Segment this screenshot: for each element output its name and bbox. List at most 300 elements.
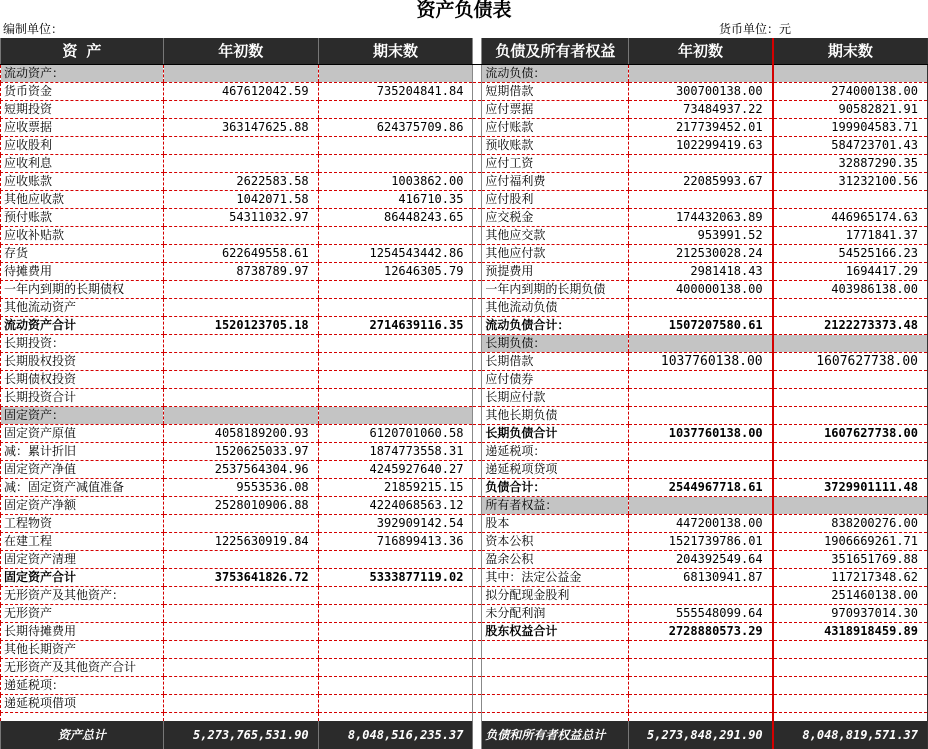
asset-end-cell[interactable] <box>318 137 473 155</box>
asset-label-cell[interactable]: 在建工程 <box>1 533 164 551</box>
liability-label-cell[interactable]: 应付账款 <box>482 119 629 137</box>
liability-begin-cell[interactable]: 68130941.87 <box>629 569 773 587</box>
liability-begin-cell[interactable]: 953991.52 <box>629 227 773 245</box>
liability-label-cell[interactable]: 长期应付款 <box>482 389 629 407</box>
liability-end-cell[interactable]: 199904583.71 <box>773 119 928 137</box>
asset-end-cell[interactable]: 5333877119.02 <box>318 569 473 587</box>
column-gap <box>473 299 482 317</box>
header-row <box>1 38 928 65</box>
liability-end-cell[interactable]: 117217348.62 <box>773 569 928 587</box>
table-row <box>1 335 928 353</box>
asset-end-cell[interactable]: 2714639116.35 <box>318 317 473 335</box>
compiling-unit-label: 编制单位： <box>3 22 64 36</box>
asset-end-cell[interactable] <box>318 587 473 605</box>
total-assets-label[interactable]: 资产总计 <box>1 721 164 749</box>
asset-begin-cell[interactable] <box>163 65 318 83</box>
liability-end-cell[interactable]: 446965174.63 <box>773 209 928 227</box>
asset-label-cell[interactable]: 递延税项： <box>1 677 164 695</box>
table-row <box>1 371 928 389</box>
liability-begin-cell[interactable]: 2981418.43 <box>629 263 773 281</box>
total-liabilities-equity-end[interactable]: 8,048,819,571.37 <box>773 721 928 749</box>
asset-label-cell[interactable]: 固定资产净额 <box>1 497 164 515</box>
spacer-cell <box>773 713 928 722</box>
asset-end-cell[interactable] <box>318 299 473 317</box>
asset-label-cell[interactable]: 应收账款 <box>1 173 164 191</box>
liability-begin-cell[interactable]: 102299419.63 <box>629 137 773 155</box>
liability-begin-cell[interactable]: 1507207580.61 <box>629 317 773 335</box>
asset-label-cell[interactable]: 工程物资 <box>1 515 164 533</box>
column-gap <box>473 227 482 245</box>
column-gap <box>473 389 482 407</box>
liability-begin-cell[interactable] <box>629 389 773 407</box>
liability-end-cell[interactable] <box>773 497 928 515</box>
asset-end-cell[interactable] <box>318 605 473 623</box>
column-gap <box>473 623 482 641</box>
total-liabilities-equity-label[interactable]: 负债和所有者权益总计 <box>482 721 629 749</box>
column-gap <box>473 335 482 353</box>
liability-label-cell[interactable]: 其中：法定公益金 <box>482 569 629 587</box>
column-gap <box>473 155 482 173</box>
liability-end-cell[interactable]: 1906669261.71 <box>773 533 928 551</box>
liability-label-cell[interactable]: 应付工资 <box>482 155 629 173</box>
asset-label-cell[interactable]: 长期债权投资 <box>1 371 164 389</box>
liability-label-cell[interactable]: 资本公积 <box>482 533 629 551</box>
asset-begin-cell[interactable]: 3753641826.72 <box>163 569 318 587</box>
asset-begin-cell[interactable]: 1520123705.18 <box>163 317 318 335</box>
liability-end-cell[interactable]: 274000138.00 <box>773 83 928 101</box>
asset-label-cell[interactable]: 其他流动资产 <box>1 299 164 317</box>
column-gap <box>473 443 482 461</box>
asset-end-cell[interactable] <box>318 407 473 425</box>
column-gap <box>473 371 482 389</box>
asset-begin-cell[interactable]: 1520625033.97 <box>163 443 318 461</box>
asset-begin-cell[interactable] <box>163 587 318 605</box>
table-row <box>1 209 928 227</box>
table-row <box>1 281 928 299</box>
asset-label-cell[interactable]: 减：累计折旧 <box>1 443 164 461</box>
header-assets[interactable]: 资 产 <box>1 38 164 65</box>
liability-label-cell[interactable]: 负债合计： <box>482 479 629 497</box>
asset-begin-cell[interactable]: 2528010906.88 <box>163 497 318 515</box>
asset-begin-cell[interactable] <box>163 389 318 407</box>
asset-begin-cell[interactable]: 1225630919.84 <box>163 533 318 551</box>
liability-end-cell[interactable]: 838200276.00 <box>773 515 928 533</box>
table-row <box>1 533 928 551</box>
asset-begin-cell[interactable] <box>163 137 318 155</box>
liability-end-cell[interactable] <box>773 659 928 677</box>
asset-begin-cell[interactable]: 4058189200.93 <box>163 425 318 443</box>
asset-label-cell[interactable]: 无形资产及其他资产： <box>1 587 164 605</box>
asset-end-cell[interactable] <box>318 551 473 569</box>
asset-begin-cell[interactable]: 2622583.58 <box>163 173 318 191</box>
liability-end-cell[interactable]: 54525166.23 <box>773 245 928 263</box>
column-gap <box>473 245 482 263</box>
asset-end-cell[interactable]: 21859215.15 <box>318 479 473 497</box>
table-row <box>1 461 928 479</box>
liability-begin-cell[interactable] <box>629 659 773 677</box>
liability-begin-cell[interactable]: 2544967718.61 <box>629 479 773 497</box>
asset-begin-cell[interactable] <box>163 515 318 533</box>
asset-label-cell[interactable]: 待摊费用 <box>1 263 164 281</box>
liability-end-cell[interactable] <box>773 335 928 353</box>
asset-begin-cell[interactable] <box>163 335 318 353</box>
liability-end-cell[interactable] <box>773 443 928 461</box>
column-gap <box>473 407 482 425</box>
liability-label-cell[interactable]: 递延税项： <box>482 443 629 461</box>
liability-begin-cell[interactable] <box>629 299 773 317</box>
liability-label-cell[interactable] <box>482 695 629 713</box>
asset-begin-cell[interactable] <box>163 407 318 425</box>
asset-end-cell[interactable]: 4245927640.27 <box>318 461 473 479</box>
asset-label-cell[interactable]: 短期投资 <box>1 101 164 119</box>
asset-end-cell[interactable]: 716899413.36 <box>318 533 473 551</box>
liability-label-cell[interactable]: 预收账款 <box>482 137 629 155</box>
total-assets-end[interactable]: 8,048,516,235.37 <box>318 721 473 749</box>
liability-end-cell[interactable]: 4318918459.89 <box>773 623 928 641</box>
table-row <box>1 173 928 191</box>
asset-begin-cell[interactable] <box>163 605 318 623</box>
liability-begin-cell[interactable] <box>629 695 773 713</box>
table-row <box>1 65 928 83</box>
liability-label-cell[interactable]: 应付福利费 <box>482 173 629 191</box>
asset-label-cell[interactable]: 货币资金 <box>1 83 164 101</box>
table-row <box>1 677 928 695</box>
table-row <box>1 155 928 173</box>
asset-label-cell[interactable]: 其他长期资产 <box>1 641 164 659</box>
asset-end-cell[interactable]: 416710.35 <box>318 191 473 209</box>
table-row <box>1 479 928 497</box>
table-row <box>1 443 928 461</box>
liability-begin-cell[interactable]: 174432063.89 <box>629 209 773 227</box>
asset-label-cell[interactable]: 应收利息 <box>1 155 164 173</box>
asset-end-cell[interactable] <box>318 371 473 389</box>
liability-end-cell[interactable]: 1607627738.00 <box>773 353 928 371</box>
asset-end-cell[interactable]: 4224068563.12 <box>318 497 473 515</box>
liability-end-cell[interactable]: 32887290.35 <box>773 155 928 173</box>
table-row <box>1 191 928 209</box>
liability-end-cell[interactable]: 584723701.43 <box>773 137 928 155</box>
liability-end-cell[interactable]: 970937014.30 <box>773 605 928 623</box>
liability-begin-cell[interactable]: 447200138.00 <box>629 515 773 533</box>
liability-label-cell[interactable]: 短期借款 <box>482 83 629 101</box>
liability-begin-cell[interactable] <box>629 641 773 659</box>
asset-begin-cell[interactable] <box>163 353 318 371</box>
table-row <box>1 515 928 533</box>
asset-end-cell[interactable] <box>318 389 473 407</box>
asset-label-cell[interactable]: 固定资产合计 <box>1 569 164 587</box>
table-row <box>1 299 928 317</box>
asset-end-cell[interactable] <box>318 353 473 371</box>
asset-begin-cell[interactable]: 1042071.58 <box>163 191 318 209</box>
liability-begin-cell[interactable] <box>629 461 773 479</box>
liability-label-cell[interactable]: 应付票据 <box>482 101 629 119</box>
asset-label-cell[interactable]: 固定资产净值 <box>1 461 164 479</box>
column-gap <box>473 695 482 713</box>
column-gap <box>473 641 482 659</box>
liability-label-cell[interactable]: 长期借款 <box>482 353 629 371</box>
column-gap <box>473 533 482 551</box>
asset-begin-cell[interactable] <box>163 641 318 659</box>
asset-begin-cell[interactable] <box>163 281 318 299</box>
liability-end-cell[interactable]: 351651769.88 <box>773 551 928 569</box>
column-gap <box>473 677 482 695</box>
table-row <box>1 659 928 677</box>
liability-end-cell[interactable] <box>773 677 928 695</box>
liability-end-cell[interactable]: 31232100.56 <box>773 173 928 191</box>
header-assets-end[interactable]: 期末数 <box>318 38 473 65</box>
asset-label-cell[interactable]: 减：固定资产减值准备 <box>1 479 164 497</box>
liability-label-cell[interactable]: 长期负债合计 <box>482 425 629 443</box>
table-row <box>1 425 928 443</box>
liability-end-cell[interactable] <box>773 407 928 425</box>
liability-begin-cell[interactable] <box>629 191 773 209</box>
liability-begin-cell[interactable]: 1037760138.00 <box>629 425 773 443</box>
asset-end-cell[interactable] <box>318 101 473 119</box>
liability-label-cell[interactable]: 应付债券 <box>482 371 629 389</box>
liability-begin-cell[interactable]: 2728880573.29 <box>629 623 773 641</box>
liability-label-cell[interactable]: 预提费用 <box>482 263 629 281</box>
liability-begin-cell[interactable] <box>629 587 773 605</box>
spacer-row <box>1 713 928 722</box>
liability-label-cell[interactable]: 股本 <box>482 515 629 533</box>
column-gap <box>473 551 482 569</box>
asset-begin-cell[interactable]: 54311032.97 <box>163 209 318 227</box>
liability-label-cell[interactable]: 拟分配现金股利 <box>482 587 629 605</box>
asset-label-cell[interactable]: 固定资产原值 <box>1 425 164 443</box>
column-gap <box>473 191 482 209</box>
asset-label-cell[interactable]: 长期投资合计 <box>1 389 164 407</box>
liability-label-cell[interactable]: 未分配利润 <box>482 605 629 623</box>
asset-label-cell[interactable]: 递延税项借项 <box>1 695 164 713</box>
liability-begin-cell[interactable] <box>629 371 773 389</box>
liability-end-cell[interactable]: 1607627738.00 <box>773 425 928 443</box>
spacer-cell <box>473 713 482 722</box>
asset-begin-cell[interactable]: 2537564304.96 <box>163 461 318 479</box>
currency-unit-label: 货币单位：元 <box>719 22 792 36</box>
asset-begin-cell[interactable] <box>163 371 318 389</box>
liability-end-cell[interactable] <box>773 371 928 389</box>
liability-label-cell[interactable]: 盈余公积 <box>482 551 629 569</box>
asset-end-cell[interactable] <box>318 659 473 677</box>
asset-end-cell[interactable]: 1254543442.86 <box>318 245 473 263</box>
table-row <box>1 389 928 407</box>
asset-label-cell[interactable]: 应收补贴款 <box>1 227 164 245</box>
table-row <box>1 641 928 659</box>
column-gap <box>473 83 482 101</box>
table-row <box>1 551 928 569</box>
asset-end-cell[interactable]: 6120701060.58 <box>318 425 473 443</box>
table-row <box>1 263 928 281</box>
column-gap <box>473 137 482 155</box>
liability-end-cell[interactable] <box>773 191 928 209</box>
asset-end-cell[interactable] <box>318 65 473 83</box>
asset-end-cell[interactable] <box>318 677 473 695</box>
liability-end-cell[interactable] <box>773 299 928 317</box>
liability-label-cell[interactable]: 其他应交款 <box>482 227 629 245</box>
spacer-cell <box>318 713 473 722</box>
liability-label-cell[interactable]: 其他长期负债 <box>482 407 629 425</box>
liability-begin-cell[interactable]: 212530028.24 <box>629 245 773 263</box>
asset-end-cell[interactable]: 1874773558.31 <box>318 443 473 461</box>
liability-begin-cell[interactable] <box>629 677 773 695</box>
asset-begin-cell[interactable] <box>163 551 318 569</box>
liability-label-cell[interactable]: 其他流动负债 <box>482 299 629 317</box>
asset-label-cell[interactable]: 无形资产及其他资产合计 <box>1 659 164 677</box>
liability-label-cell[interactable]: 股东权益合计 <box>482 623 629 641</box>
column-gap <box>473 721 482 749</box>
liability-end-cell[interactable] <box>773 461 928 479</box>
header-assets-begin[interactable]: 年初数 <box>163 38 318 65</box>
asset-label-cell[interactable]: 预付账款 <box>1 209 164 227</box>
liability-label-cell[interactable]: 应付股利 <box>482 191 629 209</box>
asset-label-cell[interactable]: 其他应收款 <box>1 191 164 209</box>
asset-label-cell[interactable]: 应收票据 <box>1 119 164 137</box>
asset-begin-cell[interactable]: 363147625.88 <box>163 119 318 137</box>
liability-begin-cell[interactable]: 300700138.00 <box>629 83 773 101</box>
asset-label-cell[interactable]: 固定资产： <box>1 407 164 425</box>
asset-label-cell[interactable]: 应收股利 <box>1 137 164 155</box>
asset-begin-cell[interactable] <box>163 155 318 173</box>
liability-begin-cell[interactable] <box>629 65 773 83</box>
column-gap <box>473 425 482 443</box>
asset-begin-cell[interactable] <box>163 101 318 119</box>
liability-begin-cell[interactable] <box>629 335 773 353</box>
liability-label-cell[interactable]: 流动负债合计： <box>482 317 629 335</box>
asset-end-cell[interactable]: 1003862.00 <box>318 173 473 191</box>
asset-end-cell[interactable]: 392909142.54 <box>318 515 473 533</box>
liability-begin-cell[interactable]: 555548099.64 <box>629 605 773 623</box>
liability-label-cell[interactable] <box>482 641 629 659</box>
header-liabilities-begin[interactable]: 年初数 <box>629 38 773 65</box>
table-row <box>1 623 928 641</box>
table-row <box>1 317 928 335</box>
liability-begin-cell[interactable]: 400000138.00 <box>629 281 773 299</box>
asset-label-cell[interactable]: 存货 <box>1 245 164 263</box>
liability-end-cell[interactable]: 1771841.37 <box>773 227 928 245</box>
liability-end-cell[interactable] <box>773 389 928 407</box>
asset-begin-cell[interactable] <box>163 677 318 695</box>
table-row <box>1 101 928 119</box>
liability-end-cell[interactable]: 3729901111.48 <box>773 479 928 497</box>
asset-begin-cell[interactable]: 9553536.08 <box>163 479 318 497</box>
asset-label-cell[interactable]: 无形资产 <box>1 605 164 623</box>
liability-end-cell[interactable] <box>773 641 928 659</box>
liability-begin-cell[interactable] <box>629 443 773 461</box>
liability-begin-cell[interactable] <box>629 407 773 425</box>
asset-end-cell[interactable] <box>318 281 473 299</box>
header-liabilities-end[interactable]: 期末数 <box>773 38 928 65</box>
liability-end-cell[interactable]: 2122273373.48 <box>773 317 928 335</box>
liability-label-cell[interactable]: 一年内到期的长期负债 <box>482 281 629 299</box>
liability-label-cell[interactable]: 递延税项贷项 <box>482 461 629 479</box>
asset-end-cell[interactable] <box>318 155 473 173</box>
asset-begin-cell[interactable] <box>163 227 318 245</box>
asset-begin-cell[interactable]: 622649558.61 <box>163 245 318 263</box>
table-row <box>1 119 928 137</box>
total-assets-begin[interactable]: 5,273,765,531.90 <box>163 721 318 749</box>
column-gap <box>473 281 482 299</box>
asset-end-cell[interactable]: 12646305.79 <box>318 263 473 281</box>
liability-end-cell[interactable] <box>773 695 928 713</box>
column-gap <box>473 317 482 335</box>
column-gap <box>473 587 482 605</box>
asset-begin-cell[interactable] <box>163 623 318 641</box>
asset-end-cell[interactable] <box>318 695 473 713</box>
liability-end-cell[interactable]: 90582821.91 <box>773 101 928 119</box>
liability-label-cell[interactable]: 所有者权益： <box>482 497 629 515</box>
spacer-cell <box>163 713 318 722</box>
asset-begin-cell[interactable] <box>163 695 318 713</box>
liability-begin-cell[interactable]: 1037760138.00 <box>629 353 773 371</box>
liability-label-cell[interactable]: 长期负债： <box>482 335 629 353</box>
liability-end-cell[interactable]: 1694417.29 <box>773 263 928 281</box>
spacer-cell <box>629 713 773 722</box>
liability-label-cell[interactable] <box>482 659 629 677</box>
column-gap <box>473 515 482 533</box>
column-gap <box>473 659 482 677</box>
liability-begin-cell[interactable] <box>629 497 773 515</box>
liability-begin-cell[interactable]: 217739452.01 <box>629 119 773 137</box>
liability-label-cell[interactable]: 应交税金 <box>482 209 629 227</box>
spacer-cell <box>482 713 629 722</box>
asset-label-cell[interactable]: 固定资产清理 <box>1 551 164 569</box>
table-row <box>1 353 928 371</box>
asset-begin-cell[interactable]: 8738789.97 <box>163 263 318 281</box>
asset-end-cell[interactable]: 86448243.65 <box>318 209 473 227</box>
liability-begin-cell[interactable]: 204392549.64 <box>629 551 773 569</box>
table-row <box>1 83 928 101</box>
table-row <box>1 407 928 425</box>
liability-end-cell[interactable] <box>773 65 928 83</box>
liability-begin-cell[interactable]: 1521739786.01 <box>629 533 773 551</box>
asset-label-cell[interactable]: 长期投资： <box>1 335 164 353</box>
liability-end-cell[interactable]: 251460138.00 <box>773 587 928 605</box>
asset-label-cell[interactable]: 长期股权投资 <box>1 353 164 371</box>
column-gap <box>473 38 482 65</box>
liability-begin-cell[interactable]: 73484937.22 <box>629 101 773 119</box>
column-gap <box>473 101 482 119</box>
column-gap <box>473 65 482 83</box>
asset-label-cell[interactable]: 流动资产： <box>1 65 164 83</box>
asset-label-cell[interactable]: 一年内到期的长期债权 <box>1 281 164 299</box>
column-gap <box>473 209 482 227</box>
asset-end-cell[interactable] <box>318 641 473 659</box>
column-gap <box>473 263 482 281</box>
asset-begin-cell[interactable]: 467612042.59 <box>163 83 318 101</box>
asset-end-cell[interactable] <box>318 335 473 353</box>
liability-label-cell[interactable]: 其他应付款 <box>482 245 629 263</box>
column-gap <box>473 605 482 623</box>
asset-begin-cell[interactable] <box>163 659 318 677</box>
liability-begin-cell[interactable] <box>629 155 773 173</box>
asset-label-cell[interactable]: 流动资产合计 <box>1 317 164 335</box>
asset-end-cell[interactable] <box>318 227 473 245</box>
column-gap <box>473 173 482 191</box>
asset-begin-cell[interactable] <box>163 299 318 317</box>
liability-end-cell[interactable]: 403986138.00 <box>773 281 928 299</box>
asset-label-cell[interactable]: 长期待摊费用 <box>1 623 164 641</box>
total-liabilities-equity-begin[interactable]: 5,273,848,291.90 <box>629 721 773 749</box>
asset-end-cell[interactable] <box>318 623 473 641</box>
liability-label-cell[interactable]: 流动负债： <box>482 65 629 83</box>
asset-end-cell[interactable]: 735204841.84 <box>318 83 473 101</box>
column-gap <box>473 479 482 497</box>
liability-label-cell[interactable] <box>482 677 629 695</box>
asset-end-cell[interactable]: 624375709.86 <box>318 119 473 137</box>
sheet-title: 资产负债表 <box>416 0 512 21</box>
header-liabilities[interactable]: 负债及所有者权益 <box>482 38 629 65</box>
liability-begin-cell[interactable]: 22085993.67 <box>629 173 773 191</box>
